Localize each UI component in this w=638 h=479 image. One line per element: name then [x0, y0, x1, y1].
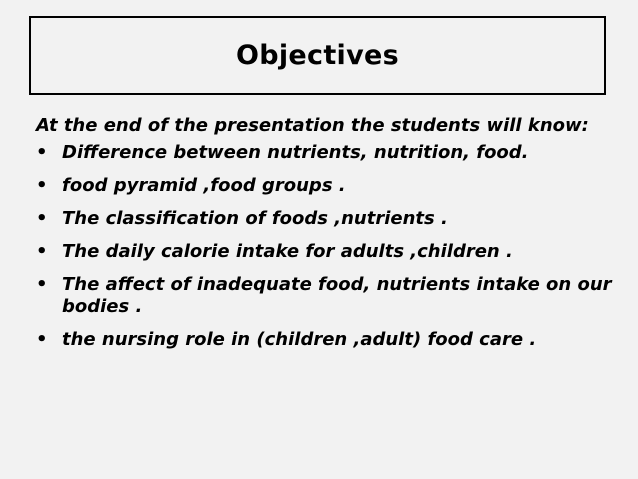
list-item — [36, 175, 616, 197]
title-box — [29, 16, 606, 95]
list-item-text: Difference between nutrients, nutrition, food. — [62, 142, 529, 163]
slide-content — [36, 115, 616, 362]
bullet-icon: • — [36, 142, 48, 163]
list-item — [36, 208, 616, 230]
bullet-icon: • — [36, 241, 48, 262]
bullet-icon: • — [36, 175, 48, 196]
bullet-icon: • — [36, 274, 48, 295]
list-item-text: food pyramid ,food groups . — [62, 175, 346, 196]
list-item-text: The classification of foods ,nutrients . — [62, 208, 448, 229]
list-item — [36, 274, 616, 318]
list-item — [36, 241, 616, 263]
list-item-text: the nursing role in (children ,adult) food care . — [62, 329, 537, 350]
bullet-icon: • — [36, 329, 48, 350]
list-item-text: The affect of inadequate food, nutrients intake on our bodies . — [62, 274, 612, 317]
list-item-text: The daily calorie intake for adults ,children . — [62, 241, 513, 262]
slide-title: Objectives — [236, 40, 399, 71]
list-item — [36, 329, 616, 351]
bullet-icon: • — [36, 208, 48, 229]
objectives-list — [36, 142, 616, 351]
list-item — [36, 142, 616, 164]
intro-text: At the end of the presentation the students will know: — [36, 115, 589, 136]
